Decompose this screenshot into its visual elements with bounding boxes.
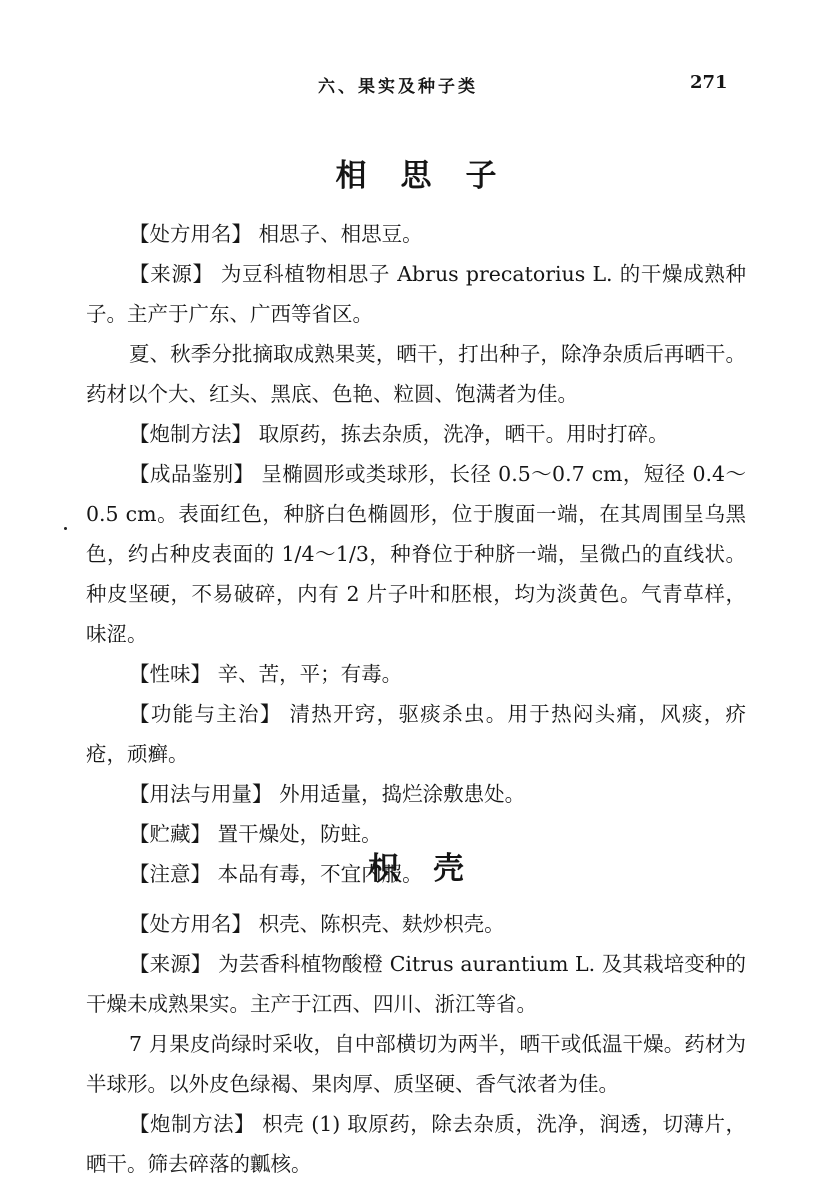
section-label: 【注意】 bbox=[129, 862, 212, 886]
paragraph bbox=[86, 214, 746, 254]
section-text: 为豆科植物相思子 Abrus precatorius L. 的干燥成熟种子。主产于广东、广西等省区。 bbox=[86, 262, 747, 326]
page-header bbox=[0, 72, 832, 102]
section-text: 夏、秋季分批摘取成熟果荚，晒干，打出种子，除净杂质后再晒干。药材以个大、红头、黑底、色艳、粒圆、饱满者为佳。 bbox=[86, 342, 746, 406]
paragraph bbox=[86, 774, 746, 814]
section-label: 【性味】 bbox=[129, 662, 212, 686]
stray-mark bbox=[64, 527, 67, 530]
section-text: 辛、苦，平；有毒。 bbox=[217, 662, 403, 686]
section-text: 枳壳 (1) 取原药，除去杂质，洗净，润透，切薄片，晒干。筛去碎落的瓤核。 bbox=[86, 1112, 746, 1176]
section-label: 【来源】 bbox=[129, 262, 214, 286]
paragraph bbox=[86, 414, 746, 454]
running-title: 六、果实及种子类 bbox=[318, 77, 478, 97]
paragraph bbox=[86, 1024, 746, 1104]
section-label: 【贮藏】 bbox=[129, 822, 212, 846]
paragraph bbox=[86, 334, 746, 414]
paragraph bbox=[86, 944, 746, 1024]
section-text: 取原药，拣去杂质，洗净，晒干。用时打碎。 bbox=[258, 422, 669, 446]
paragraph bbox=[86, 1104, 746, 1184]
section-label: 【功能与主治】 bbox=[129, 702, 282, 726]
section-text: 外用适量，捣烂涂敷患处。 bbox=[279, 782, 526, 806]
section-label: 【成品鉴别】 bbox=[129, 462, 255, 486]
section-text: 置干燥处，防蛀。 bbox=[217, 822, 382, 846]
section-label: 【处方用名】 bbox=[129, 912, 253, 936]
section-text: 枳壳、陈枳壳、麸炒枳壳。 bbox=[258, 912, 505, 936]
page-number: 271 bbox=[690, 72, 728, 93]
section-text: 呈椭圆形或类球形，长径 0.5～0.7 cm，短径 0.4～0.5 cm。表面红色，种脐白色椭圆形，位于腹面一端，在其周围呈乌黑色，约占种皮表面的 1/4～1/3，种脊位于种脐一端，呈微凸的直线状。种皮坚硬，不易破碎，内有 2 片子叶和胚根，均为淡黄色。气青草样，味涩。 bbox=[86, 462, 746, 646]
section-text: 相思子、相思豆。 bbox=[258, 222, 423, 246]
section-text: 7 月果皮尚绿时采收，自中部横切为两半，晒干或低温干燥。药材为半球形。以外皮色绿褐、果肉厚、质坚硬、香气浓者为佳。 bbox=[86, 1032, 746, 1096]
section-text: 为芸香科植物酸橙 Citrus aurantium L. 及其栽培变种的干燥未成熟果实。主产于江西、四川、浙江等省。 bbox=[86, 952, 746, 1016]
paragraph bbox=[86, 654, 746, 694]
section-label: 【来源】 bbox=[129, 952, 212, 976]
section-label: 【用法与用量】 bbox=[129, 782, 273, 806]
section-text: 清热开窍，驱痰杀虫。用于热闷头痛，风痰，疥疮，顽癣。 bbox=[86, 702, 746, 766]
entry-title: 相思子 bbox=[335, 158, 531, 194]
section-label: 【处方用名】 bbox=[129, 222, 253, 246]
paragraph bbox=[86, 254, 746, 334]
entry-body bbox=[86, 214, 746, 894]
paragraph bbox=[86, 694, 746, 774]
section-text: 本品有毒，不宜内服。 bbox=[217, 862, 423, 886]
paragraph bbox=[86, 904, 746, 944]
paragraph bbox=[86, 454, 746, 654]
entry-body bbox=[86, 904, 746, 1184]
entry-title: 枳壳 bbox=[368, 851, 498, 887]
section-label: 【炮制方法】 bbox=[129, 1112, 256, 1136]
section-label: 【炮制方法】 bbox=[129, 422, 253, 446]
